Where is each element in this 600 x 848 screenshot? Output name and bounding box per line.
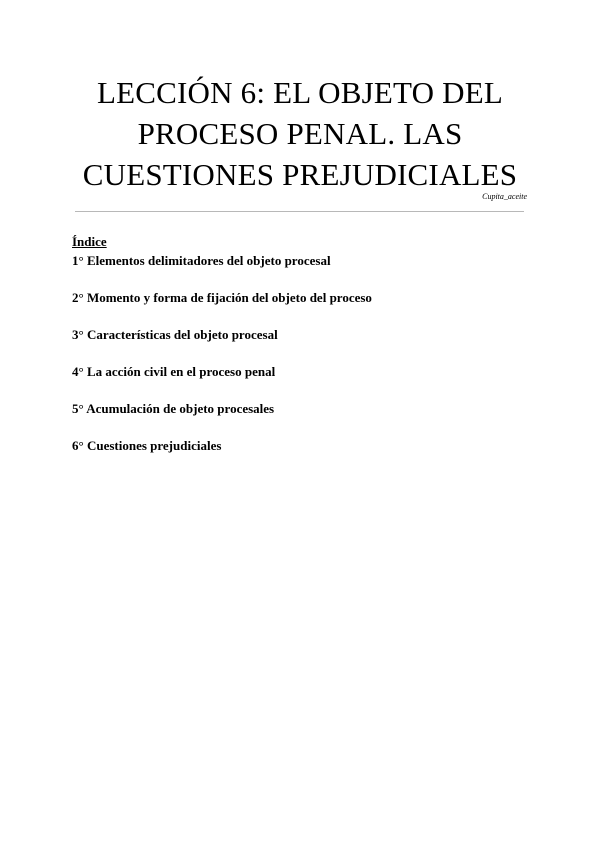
title-line-1: LECCIÓN 6: EL OBJETO DEL: [96, 75, 504, 110]
document-title: [60, 72, 540, 195]
index-item-3: 3° Características del objeto procesal: [72, 327, 278, 342]
index-item-4: 4° La acción civil en el proceso penal: [72, 364, 276, 379]
author-credit: Cupita_aceite: [482, 192, 527, 201]
title-line-2: PROCESO PENAL. LAS: [137, 116, 463, 151]
index-heading: Índice: [72, 234, 107, 249]
index-list: [72, 253, 372, 475]
title-line-3: CUESTIONES PREJUDICIALES: [82, 157, 518, 192]
title-divider: [75, 211, 524, 212]
index-item-5: 5° Acumulación de objeto procesales: [72, 401, 275, 416]
index-item-1: 1° Elementos delimitadores del objeto procesal: [72, 253, 331, 268]
index-item-6: 6° Cuestiones prejudiciales: [72, 438, 222, 453]
index-item-2: 2° Momento y forma de fijación del objeto del proceso: [72, 290, 372, 305]
